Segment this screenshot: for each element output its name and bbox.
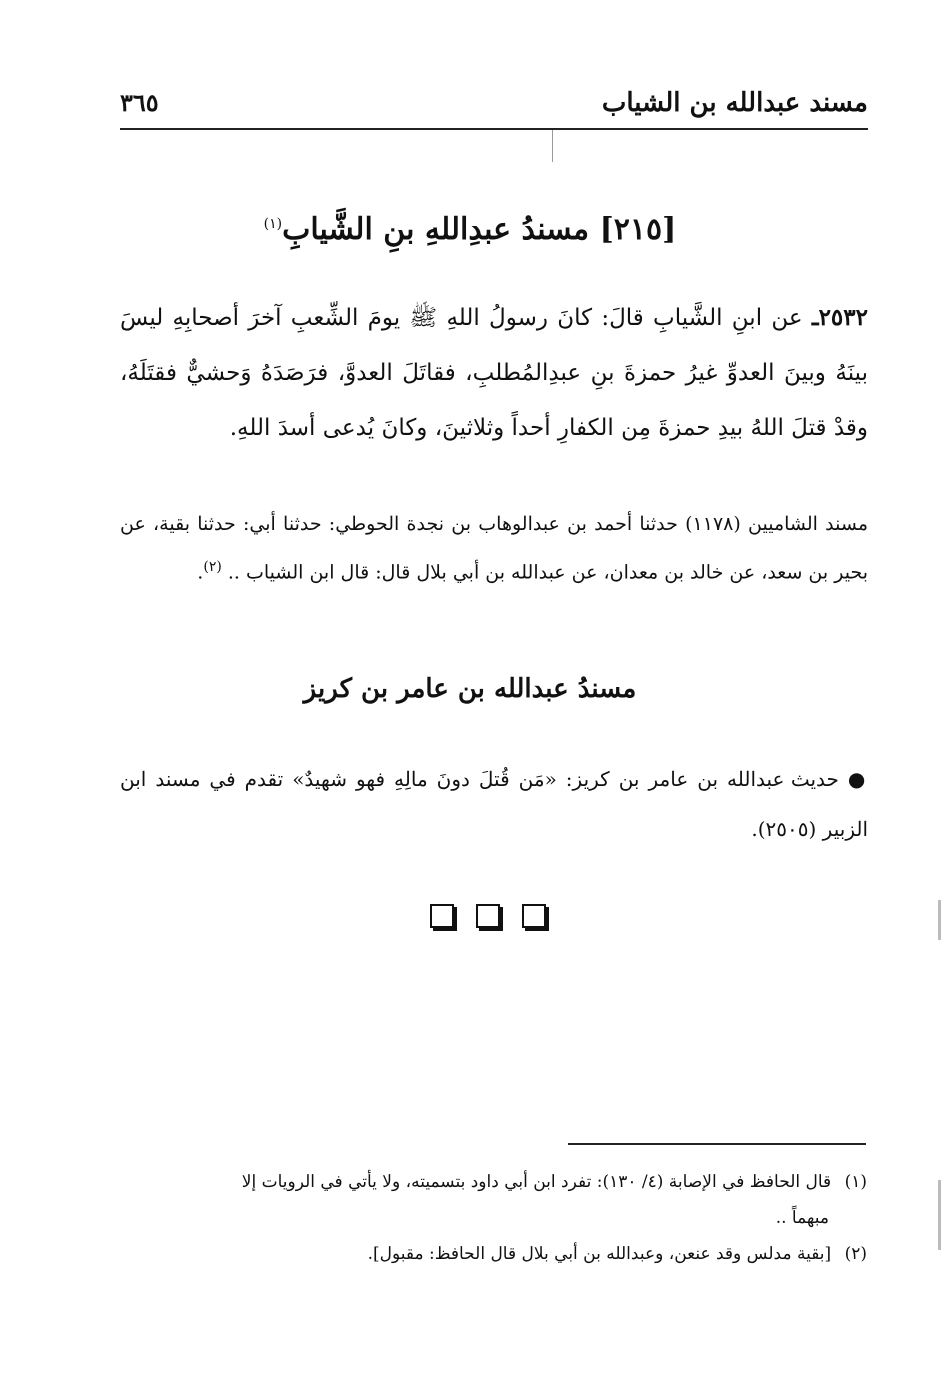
header-rule	[120, 128, 868, 130]
hadith-number: ٢٥٣٢ـ	[811, 304, 868, 331]
source-end: .	[197, 561, 204, 584]
source-text: مسند الشاميين (١١٧٨) حدثنا أحمد بن عبدالوهاب بن نجدة الحوطي: حدثنا أبي: حدثنا بقية، عن بحير بن سعد، عن خالد بن معدان، عن عبدالله بن أبي بلال قال: قال ابن الشياب ..	[120, 513, 868, 584]
footnote-number: (٢)	[844, 1244, 867, 1264]
hadith-text: عن ابنِ الشَّيابِ قالَ: كانَ رسولُ اللهِ ﷺ يومَ الشِّعبِ آخرَ أصحابِهِ ليسَ بينَهُ وبينَ العدوِّ غيرُ حمزةَ بنِ عبدِالمُطلبِ، فقاتَلَ العدوَّ، فرَصَدَهُ وَحشيٌّ فقتَلَهُ، وقدْ قتلَ اللهُ بيدِ حمزةَ مِن الكفارِ أحداً وثلاثينَ، وكانَ يُدعى أسدَ اللهِ.	[120, 305, 868, 441]
scan-edge-mark	[938, 900, 941, 940]
footnote-1-continuation: مبهماً ..	[775, 1208, 829, 1228]
section-heading: مسندُ عبدالله بن عامر بن كريز	[303, 674, 637, 704]
source-chain	[120, 503, 868, 594]
square-icon	[476, 904, 500, 928]
section-end-marks	[430, 904, 546, 932]
bullet-icon: ●	[847, 767, 869, 791]
chapter-title: مسندُ عبدِاللهِ بنِ الشَّيابِ	[282, 212, 590, 247]
chapter-number: [٢١٥]	[599, 212, 677, 247]
scan-mark	[552, 130, 553, 162]
footnotes	[125, 1164, 867, 1272]
footnote-number: (١)	[844, 1172, 867, 1192]
footnote-ref-1: (١)	[263, 216, 283, 232]
footnote-2	[125, 1236, 867, 1272]
square-icon	[522, 904, 546, 928]
running-header	[120, 88, 868, 124]
footnote-ref-2: (٢)	[203, 559, 222, 575]
footnote-text: قال الحافظ في الإصابة (٤/ ١٣٠): تفرد ابن أبي داود بتسميته، ولا يأتي في الرويات إلا	[241, 1172, 832, 1192]
footnote-rule	[568, 1143, 866, 1145]
hadith-paragraph	[120, 290, 868, 456]
chapter-heading	[130, 212, 810, 247]
scan-edge-mark	[938, 1180, 941, 1250]
square-icon	[430, 904, 454, 928]
page-number: ٣٦٥	[120, 88, 159, 117]
footnote-1	[125, 1164, 867, 1200]
note-text: حديث عبدالله بن عامر بن كريز: «مَن قُتلَ دونَ مالِهِ فهو شهيدٌ» تقدم في مسند ابن الزبير (٢٥٠٥).	[120, 767, 868, 841]
footnote-text: [بقية مدلس وقد عنعن، وعبدالله بن أبي بلال قال الحافظ: مقبول].	[367, 1244, 832, 1264]
running-title: مسند عبدالله بن الشياب	[601, 88, 868, 118]
cross-reference-note	[120, 754, 868, 854]
